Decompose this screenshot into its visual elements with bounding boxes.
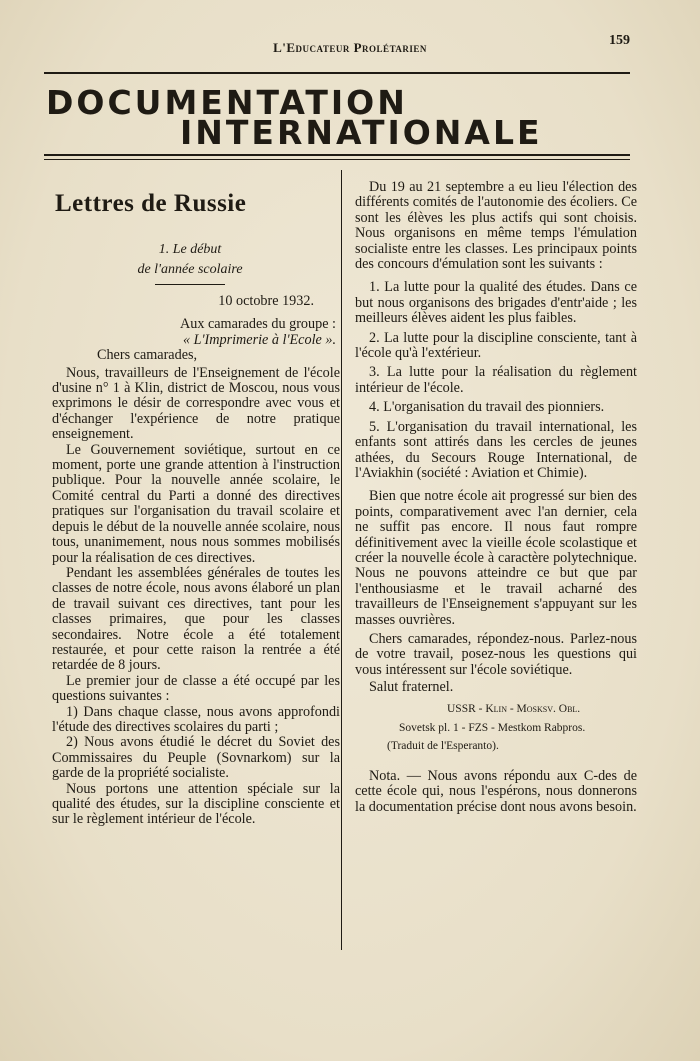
- header-rule: [44, 72, 630, 74]
- left-paragraph: Pendant les assemblées générales de toutes les classes de notre école, nous avons élaboré un plan de travail suivant ces directives, tant pour les classes primaires, que pour les classes secondaires. Notre école a été totalement restaurée, et pour cette raison la rentrée a été retardée de 8 jours.: [52, 564, 340, 674]
- left-paragraph: Le Gouvernement soviétique, surtout en ce moment, porte une grande attention à l'instruction publique. Pour la nouvelle année scolaire, le Comité central du Parti a donné des directives pratiques sur l'organisation du travail scolaire et depuis le début de la nouvelle année scolaire, nous tous, unanimement, nous nous sommes mobilisés pour la réalisation de ces directives.: [52, 441, 340, 566]
- masthead-line2: INTERNATIONALE: [180, 113, 543, 152]
- closing: Salut fraternel.: [369, 679, 454, 696]
- signature-line3: (Traduit de l'Esperanto).: [387, 740, 499, 753]
- signature-line2: Sovetsk pl. 1 - FZS - Mestkom Rabpros.: [399, 722, 586, 734]
- signature-line1-text: USSR - Klin - Mosksv. Obl.: [447, 702, 581, 715]
- masthead-line1: DOCUMENTATION: [46, 83, 408, 122]
- left-paragraph: Nous, travailleurs de l'Enseignement de l'école d'usine n° 1 à Klin, district de Moscou, nous vous exprimons le désir de correspondre avec vous et d'échanger l'expérience de notre pratique enseignement.: [52, 364, 340, 443]
- left-paragraph: Le premier jour de classe a été occupé par les questions suivantes :: [52, 672, 340, 705]
- note: Nota. — Nous avons répondu aux C-des de cette école qui, nous l'espérons, nous donnerons la documentation précise dont nous avons besoin.: [355, 767, 637, 815]
- masthead-rule-bottom: [44, 159, 630, 160]
- left-paragraph: Nous portons une attention spéciale sur la qualité des études, sur la discipline consciente et sur le règlement intérieur de l'école.: [52, 780, 340, 828]
- right-paragraph: Chers camarades, répondez-nous. Parlez-nous de votre travail, posez-nous les questions qui vous intéressent sur l'école soviétique.: [355, 630, 637, 678]
- salutation: Chers camarades,: [97, 347, 198, 364]
- right-column: [355, 180, 637, 815]
- letter-date: 10 octobre 1932.: [218, 293, 314, 309]
- signature-line1: [355, 702, 637, 717]
- masthead-rule-top: [44, 154, 630, 156]
- left-column: [52, 294, 340, 828]
- right-paragraph: 5. L'organisation du travail international, les enfants sont attirés dans les cercles de jeunes athées, du Secours Rouge International, de l'Aviakhin (société : Aviation et Chimie).: [355, 418, 637, 481]
- left-paragraph: 1) Dans chaque classe, nous avons approfondi l'étude des directives scolaires du parti ;: [52, 703, 340, 735]
- right-paragraph: 1. La lutte pour la qualité des études. Dans ce but nous organisons des brigades d'entr'aide ; les meilleurs élèves aident les plus faibles.: [355, 279, 637, 327]
- subtitle-line2: de l'année scolaire: [137, 262, 243, 277]
- subtitle-line1: 1. Le début: [158, 242, 222, 257]
- addressee-line2: « L'Imprimerie à l'Ecole ».: [182, 331, 336, 348]
- right-paragraph: 3. La lutte pour la réalisation du règlement intérieur de l'école.: [355, 364, 637, 396]
- running-title: L'Educateur Prolétarien: [273, 40, 427, 55]
- right-paragraph: Du 19 au 21 septembre a eu lieu l'élection des différents comités de l'autonomie des écoliers. Ce sont les élèves les plus actifs qui sont choisis. Nous organisons en même temps l'émulation socialiste entre les classes. Les principaux points des concours d'émulation sont les suivants :: [355, 179, 637, 273]
- addressee-line1: Aux camarades du groupe :: [179, 316, 336, 333]
- article-subtitle: [100, 240, 280, 280]
- right-paragraph: 4. L'organisation du travail des pionniers.: [369, 399, 605, 416]
- right-paragraph: 2. La lutte pour la discipline consciente, tant à l'école qu'à l'extérieur.: [355, 329, 637, 362]
- article-title: Lettres de Russie: [55, 190, 247, 217]
- subtitle-rule: [155, 284, 225, 285]
- column-divider: [341, 170, 342, 950]
- right-paragraph: Bien que notre école ait progressé sur bien des points, comparativement avec l'an dernier, cela ne suffit pas encore. Il nous faut rompre définitivement avec la vieille école scolastique et créer la nouvelle école à caractère polytechnique. Nous ne pouvons atteindre ce but que par l'enthousiasme et le travail acharné des travailleurs de l'Enseignement s'appuyant sur les masses ouvrières.: [355, 488, 637, 628]
- left-paragraph: 2) Nous avons étudié le décret du Soviet des Commissaires du Peuple (Sovnarkom) sur la garde de la propriété socialiste.: [52, 734, 340, 782]
- page-number: 159: [609, 33, 630, 48]
